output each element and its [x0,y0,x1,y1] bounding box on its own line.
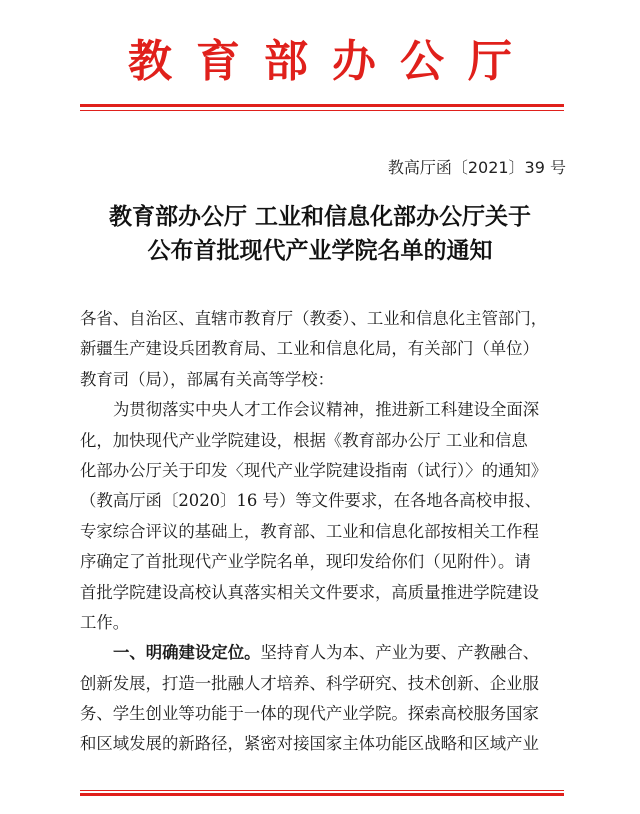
title-line-1: 教育部办公厅 工业和信息化部办公厅关于 [108,204,531,230]
footer-red-rule [80,790,564,796]
addressee-line: 各省、自治区、直辖市教育厅（教委）、工业和信息化主管部门， [80,309,548,328]
document-number: 教高厅函〔2021〕39 号 [387,158,566,177]
paragraph-line: 序确定了首批现代产业学院名单，现印发给你们（见附件）。请 [80,552,531,572]
paragraph-line: 务、学生创业等功能于一体的现代产业学院。探索高校服务国家 [80,704,539,724]
letterhead-org-name: 教育部办公厅 [128,36,536,87]
red-rule-thin [80,790,564,791]
letterhead-red-rule [80,104,564,112]
section-heading: 一、明确建设定位。 [113,643,261,663]
paragraph-line: 化，加快现代产业学院建设，根据《教育部办公厅 工业和信息 [80,430,528,450]
paragraph-line: 工作。 [80,612,130,632]
section-text: 坚持育人为本、产业为要、产教融合、 [260,643,540,663]
document-title [60,200,580,268]
paragraph-line: （教高厅函〔2020〕16 号）等文件要求，在各地各高校申报、 [80,491,542,511]
paragraph-line: 为贯彻落实中央人才工作会议精神，推进新工科建设全面深 [113,400,540,420]
paragraph-line: 专家综合评议的基础上，教育部、工业和信息化部按相关工作程 [80,521,539,541]
red-rule-thin [80,110,564,111]
addressee-line: 教育司（局），部属有关高等学校： [80,369,335,389]
document-body [80,304,570,760]
section-paragraph-line [80,638,570,668]
red-rule-thick [80,793,564,796]
paragraph-line: 创新发展，打造一批融人才培养、科学研究、技术创新、企业服 [80,673,539,693]
addressee-line: 新疆生产建设兵团教育局、工业和信息化局，有关部门（单位） [80,339,539,359]
red-rule-thick [80,104,564,107]
paragraph-line: 化部办公厅关于印发〈现代产业学院建设指南（试行）〉的通知》 [80,460,548,480]
paragraph-line: 和区域发展的新路径，紧密对接国家主体功能区战略和区域产业 [80,734,539,754]
title-line-2: 公布首批现代产业学院名单的通知 [147,238,493,264]
paragraph-line: 首批学院建设高校认真落实相关文件要求，高质量推进学院建设 [80,582,539,602]
